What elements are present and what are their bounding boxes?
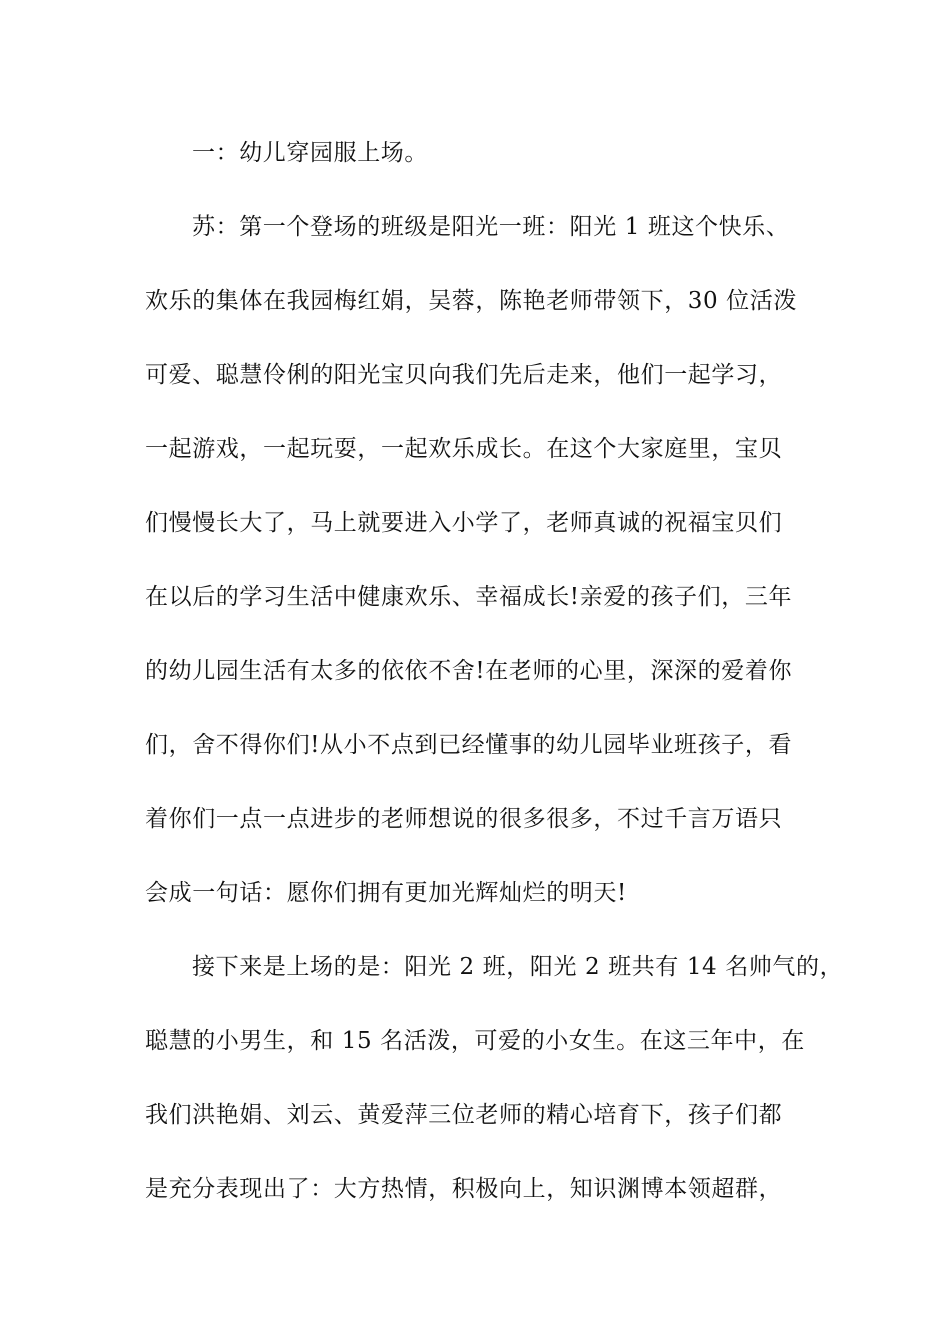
paragraph-line: 着你们一点一点进步的老师想说的很多很多，不过千言万语只	[145, 806, 783, 832]
paragraph-line: 一起游戏，一起玩耍，一起欢乐成长。在这个大家庭里，宝贝	[145, 436, 783, 462]
paragraph-line: 的幼儿园生活有太多的依依不舍!在老师的心里，深深的爱着你	[145, 658, 793, 684]
paragraph-line: 会成一句话：愿你们拥有更加光辉灿烂的明天!	[145, 880, 627, 906]
paragraph-line: 欢乐的集体在我园梅红娟，吴蓉，陈艳老师带领下，30 位活泼	[145, 288, 797, 314]
paragraph-line: 可爱、聪慧伶俐的阳光宝贝向我们先后走来，他们一起学习，	[145, 362, 783, 388]
paragraph-line: 苏：第一个登场的班级是阳光一班：阳光 1 班这个快乐、	[192, 214, 790, 240]
paragraph-line: 一：幼儿穿园服上场。	[192, 140, 428, 166]
paragraph-line: 是充分表现出了：大方热情，积极向上，知识渊博本领超群，	[145, 1176, 783, 1202]
paragraph-line: 聪慧的小男生，和 15 名活泼，可爱的小女生。在这三年中，在	[145, 1028, 805, 1054]
paragraph-line: 们慢慢长大了，马上就要进入小学了，老师真诚的祝福宝贝们	[145, 510, 783, 536]
paragraph-line: 接下来是上场的是：阳光 2 班，阳光 2 班共有 14 名帅气的，	[192, 954, 844, 980]
paragraph-line: 我们洪艳娟、刘云、黄爱萍三位老师的精心培育下，孩子们都	[145, 1102, 783, 1128]
paragraph-line: 们，舍不得你们!从小不点到已经懂事的幼儿园毕业班孩子，看	[145, 732, 793, 758]
paragraph-line: 在以后的学习生活中健康欢乐、幸福成长!亲爱的孩子们，三年	[145, 584, 793, 610]
